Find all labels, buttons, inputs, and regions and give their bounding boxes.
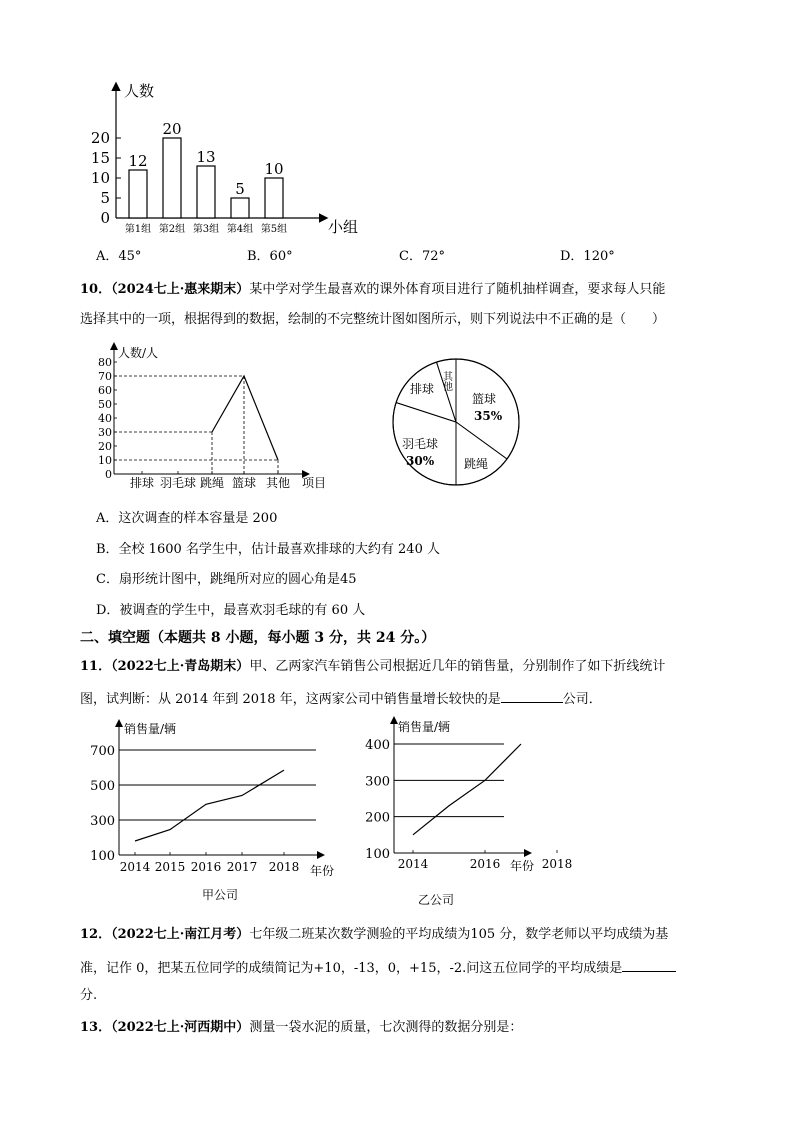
q9-ytick-label: 10 [90, 169, 110, 187]
section-title: 二、填空题（本题共 8 小题，每小题 3 分，共 24 分。） [80, 630, 436, 646]
q11a-title: 甲公司 [202, 888, 239, 902]
q10-xlabel: 项目 [302, 476, 327, 490]
q9-category-label: 第4组 [226, 224, 254, 235]
q11-answer-blank[interactable] [501, 688, 563, 703]
q11a-xlabel: 年份 [310, 864, 335, 878]
q10-ytick-label: 20 [98, 440, 112, 453]
q12-source: （2022七上·南江月考） [111, 927, 250, 942]
pie-label-volleyball: 排球 [410, 382, 435, 396]
q10-ytick-label: 80 [98, 356, 112, 369]
pie-label-jump-rope: 跳绳 [464, 457, 489, 471]
q10-ytick-label: 30 [98, 426, 112, 439]
q11b-ytick-label: 300 [365, 774, 390, 790]
q10-ytick-label: 40 [98, 412, 112, 425]
q11a-xtick-label: 2017 [226, 860, 258, 874]
q12-number: 12． [80, 927, 112, 942]
q11a-ytick-label: 300 [90, 814, 115, 829]
q10-category-label: 羽毛球 [159, 476, 197, 490]
q10-option-c[interactable]: C．扇形统计图中，跳绳所对应的圆心角是45 [96, 572, 357, 587]
q9-category-label: 第5组 [260, 224, 288, 235]
q11b-xtick-label: 2014 [397, 857, 429, 871]
q11a-ytick-label: 700 [90, 744, 115, 759]
q9-bar-chart [90, 78, 380, 238]
q9-category-label: 第2组 [158, 224, 186, 235]
q11a-series-line [135, 770, 284, 841]
q11a-ytick-label: 500 [90, 779, 115, 794]
q9-ytick-label: 0 [100, 209, 110, 227]
q10-source: （2024七上·惠来期末） [111, 282, 250, 297]
q9-bar [265, 178, 283, 218]
q11b-ytick-label: 200 [365, 810, 390, 826]
q10-ytick-label: 60 [98, 384, 112, 397]
q13-source: （2022七上·河西期中） [111, 1020, 250, 1035]
q10-category-label: 跳绳 [199, 476, 225, 490]
q11-chart-a [88, 715, 348, 910]
q10-line-chart [96, 340, 336, 495]
q11-text2b: 公司． [562, 692, 602, 707]
q11-text1: 甲、乙两家汽车销售公司根据近几年的销售量，分别制作了如下折线统计 [249, 659, 666, 674]
q10-ytick-label: 50 [98, 398, 112, 411]
q9-bar [197, 166, 215, 218]
q13-line1 [80, 1019, 522, 1037]
q10-series-line [212, 376, 278, 460]
q10-option-d[interactable]: D．被调查的学生中，最喜欢羽毛球的有 60 人 [96, 603, 366, 618]
q11-line2 [80, 688, 602, 709]
q9-bar-value: 20 [162, 120, 182, 138]
q11-text2a: 图，试判断：从 2014 年到 2018 年，这两家公司中销售量增长较快的是 [80, 692, 501, 707]
q10-text1: 某中学对学生最喜欢的课外体育项目进行了随机抽样调查，要求每人只能 [249, 282, 666, 297]
q9-option-a[interactable]: A．45° [96, 249, 142, 264]
q11-chart-b [362, 712, 573, 912]
q11a-xtick-label: 2018 [268, 860, 300, 874]
q9-bar [231, 198, 249, 218]
q11-line1 [80, 658, 665, 676]
q12-line1 [80, 926, 668, 944]
q11b-series-line [413, 744, 521, 835]
q11b-ytick-label: 400 [365, 738, 390, 753]
q9-option-b[interactable]: B．60° [247, 249, 293, 264]
q9-xlabel: 小组 [328, 218, 359, 236]
q9-bar-value: 13 [196, 148, 216, 166]
q9-category-label: 第3组 [192, 224, 220, 235]
q11-number: 11． [80, 659, 112, 674]
q11a-ylabel: 销售量/辆 [124, 722, 177, 736]
q11-source: （2022七上·青岛期末） [111, 659, 250, 674]
q11a-ytick-label: 100 [90, 849, 115, 864]
q9-ytick-label: 20 [90, 129, 110, 147]
q10-option-a[interactable]: A．这次调查的样本容量是 200 [96, 511, 278, 526]
q10-number: 10． [80, 282, 112, 297]
q9-bar-value: 12 [128, 152, 148, 170]
q9-bar-value: 5 [235, 180, 245, 198]
q9-ylabel: 人数 [124, 82, 155, 100]
q11b-xlabel: 年份 [510, 859, 535, 873]
q11a-xtick-label: 2015 [154, 860, 186, 874]
pie-pct-badminton: 30% [406, 454, 435, 468]
q10-ytick-label: 10 [98, 454, 112, 467]
q11b-ylabel: 销售量/辆 [398, 720, 451, 734]
q9-bar [129, 170, 147, 218]
q9-option-d[interactable]: D．120° [560, 249, 615, 264]
q11a-xtick-label: 2014 [119, 860, 151, 874]
q12-answer-blank[interactable] [622, 957, 676, 972]
q10-category-label: 其他 [265, 476, 291, 490]
q10-pie-chart [388, 355, 528, 495]
q10-ytick-label: 70 [98, 370, 112, 383]
pie-label-badminton: 羽毛球 [402, 437, 439, 451]
q12-text2: 准，记作 0，把某五位同学的成绩简记为+10，-13，0，+15，-2.问这五位同学的平均成绩是 [80, 961, 623, 976]
q9-option-c[interactable]: C．72° [399, 249, 445, 264]
q11b-xtick-label: 2018 [541, 857, 573, 871]
pie-label-other: 其他 [440, 371, 452, 391]
q11a-xtick-label: 2016 [190, 860, 222, 874]
q13-text1: 测量一袋水泥的质量，七次测得的数据分别是： [249, 1020, 523, 1035]
q10-category-label: 篮球 [231, 476, 257, 490]
q9-category-label: 第1组 [124, 224, 152, 235]
q9-bar [163, 138, 181, 218]
q10-ylabel: 人数/人 [118, 346, 159, 360]
q11b-title: 乙公司 [418, 893, 455, 907]
q10-option-b[interactable]: B．全校 1600 名学生中，估计最喜欢排球的大约有 240 人 [96, 542, 440, 557]
q12-line3: 分. [80, 988, 98, 1003]
q9-bar-value: 10 [264, 160, 284, 178]
q10-line1 [80, 281, 665, 299]
pie-label-basketball: 篮球 [472, 392, 497, 406]
q10-ytick-label: 0 [105, 468, 112, 481]
q12-line2 [80, 957, 676, 978]
q9-ytick-label: 5 [100, 189, 110, 207]
q11b-xtick-label: 2016 [469, 857, 501, 871]
q9-ytick-label: 15 [90, 149, 110, 167]
q13-number: 13． [80, 1020, 112, 1035]
q10-line2: 选择其中的一项，根据得到的数据，绘制的不完整统计图如图所示，则下列说法中不正确的是（ ） [80, 312, 666, 327]
q10-category-label: 排球 [129, 476, 155, 490]
q11b-ytick-label: 100 [365, 847, 390, 862]
q12-text1: 七年级二班某次数学测验的平均成绩为105 分，数学老师以平均成绩为基 [249, 927, 669, 942]
pie-pct-basketball: 35% [474, 409, 503, 423]
